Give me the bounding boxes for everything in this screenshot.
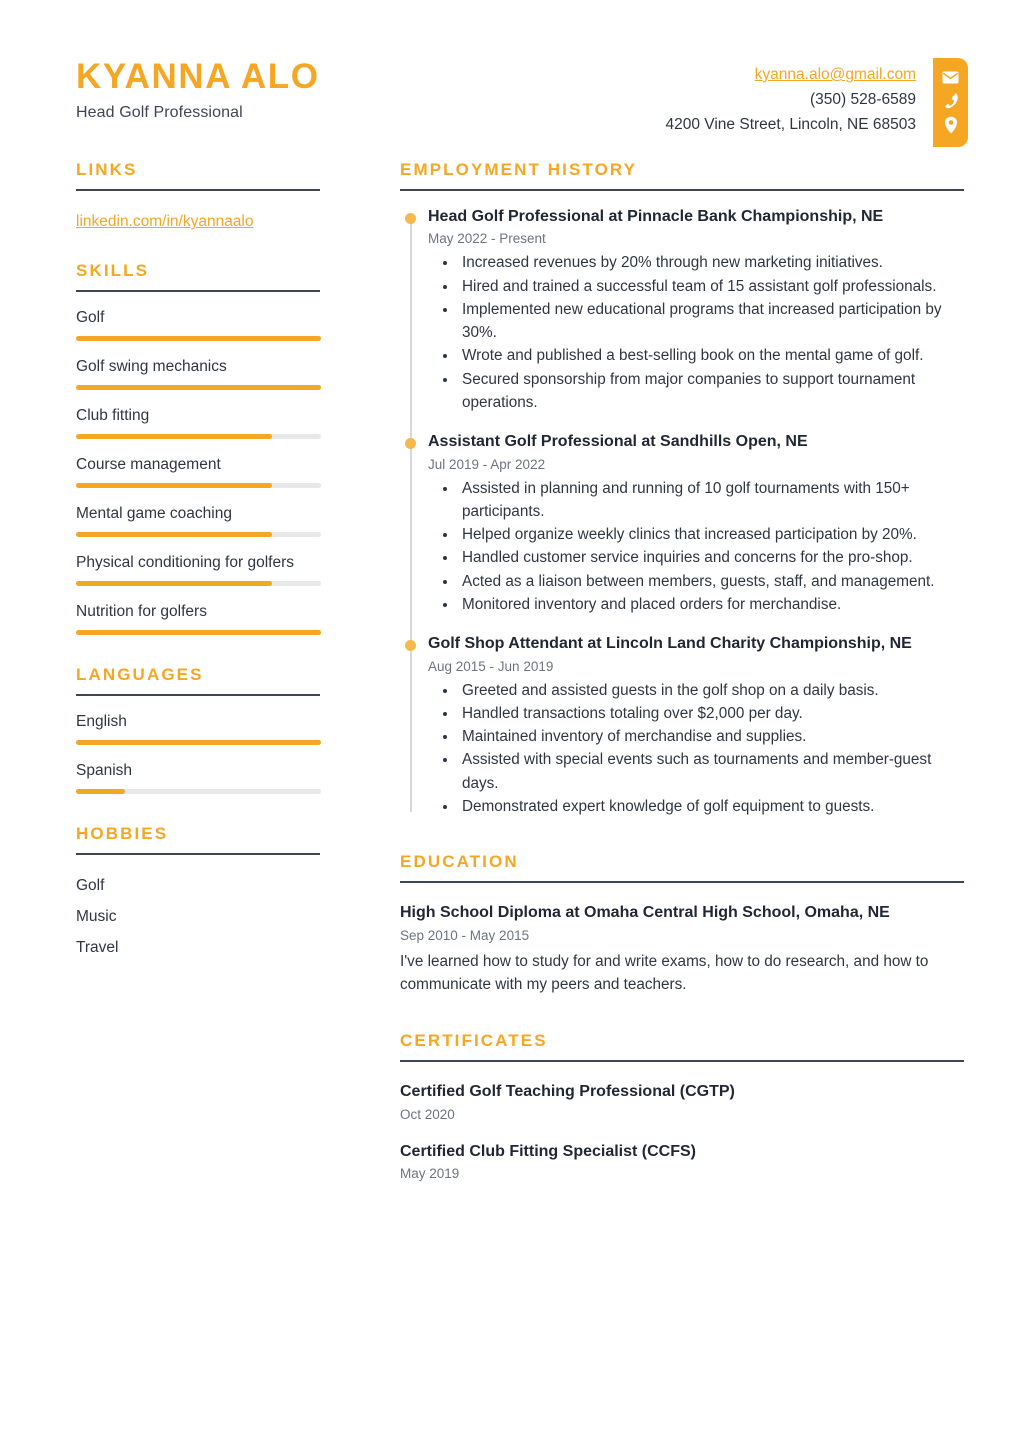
candidate-name: KYANNA ALO	[76, 57, 320, 96]
skill-item	[76, 309, 320, 341]
section-divider	[76, 694, 320, 696]
section-hobbies	[76, 824, 320, 957]
skill-item	[76, 505, 320, 537]
certificate-heading: Certified Golf Teaching Professional (CGTP)	[400, 1082, 735, 1100]
section-languages	[76, 665, 320, 794]
skill-label: Mental game coaching	[76, 505, 232, 522]
skill-level-track	[76, 483, 321, 488]
job-bullet: • Demonstrated expert knowledge of golf equipment to guests.	[458, 795, 964, 818]
certificate-entry	[400, 1082, 964, 1122]
skill-level-track	[76, 434, 321, 439]
sidebar-column	[76, 160, 348, 1181]
employment-entry	[428, 432, 964, 616]
section-title-employment: EMPLOYMENT HISTORY	[400, 160, 638, 179]
job-bullet-list	[428, 251, 964, 414]
section-title-education: EDUCATION	[400, 852, 519, 872]
job-bullet: • Handled transactions totaling over $2,000 per day.	[458, 702, 964, 725]
hobby-item: Travel	[76, 939, 119, 956]
section-title-links: LINKS	[76, 160, 138, 179]
skill-level-track	[76, 336, 321, 341]
certificate-date: Oct 2020	[400, 1106, 455, 1122]
section-divider	[76, 189, 320, 191]
skill-label: Golf	[76, 309, 105, 326]
job-bullet: • Greeted and assisted guests in the golf shop on a daily basis.	[458, 679, 964, 702]
job-bullet: • Assisted with special events such as tournaments and member-guest days.	[458, 748, 964, 795]
contact-icon-tab	[933, 58, 968, 147]
certificate-heading: Certified Club Fitting Specialist (CCFS)	[400, 1142, 697, 1160]
job-title-heading: Golf Shop Attendant at Lincoln Land Charity Championship, NE	[428, 635, 912, 653]
skill-item	[76, 358, 320, 390]
job-bullet: • Acted as a liaison between members, guests, staff, and management.	[458, 570, 964, 593]
job-bullet-list	[428, 679, 964, 819]
skill-label: Course management	[76, 456, 221, 473]
resume-header	[0, 0, 1024, 160]
language-item	[76, 762, 320, 794]
job-date-range: Aug 2015 - Jun 2019	[428, 658, 554, 674]
section-title-certificates: CERTIFICATES	[400, 1030, 548, 1050]
job-bullet: • Assisted in planning and running of 10 golf tournaments with 150+ participants.	[458, 477, 964, 524]
skill-item	[76, 603, 320, 635]
contact-details	[666, 62, 916, 137]
job-date-range: May 2022 - Present	[428, 231, 546, 247]
timeline-dot-icon	[405, 213, 416, 224]
job-bullet: • Handled customer service inquiries and concerns for the pro-shop.	[458, 546, 964, 569]
skill-level-track	[76, 385, 321, 390]
timeline-dot-icon	[405, 640, 416, 651]
contact-phone: (350) 528-6589	[810, 91, 916, 109]
contact-email[interactable]: kyanna.alo@gmail.com	[754, 66, 916, 83]
job-bullet: • Monitored inventory and placed orders for merchandise.	[458, 593, 964, 616]
skill-level-fill	[76, 581, 272, 586]
language-item	[76, 713, 320, 745]
section-employment-history	[400, 160, 964, 818]
job-bullet: • Hired and trained a successful team of 15 assistant golf professionals.	[458, 275, 964, 298]
skill-level-fill	[76, 336, 321, 341]
job-bullet: • Secured sponsorship from major companies to support tournament operations.	[458, 368, 964, 415]
skill-level-track	[76, 532, 321, 537]
job-bullet: • Helped organize weekly clinics that increased participation by 20%.	[458, 523, 964, 546]
language-level-track	[76, 789, 321, 794]
skill-level-fill	[76, 434, 272, 439]
section-divider	[76, 853, 320, 855]
section-title-hobbies: HOBBIES	[76, 824, 169, 843]
skill-item	[76, 407, 320, 439]
section-title-skills: SKILLS	[76, 261, 150, 280]
certificate-date: May 2019	[400, 1166, 460, 1182]
hobby-item: Music	[76, 908, 117, 925]
main-column	[348, 160, 964, 1181]
skill-level-track	[76, 581, 321, 586]
skill-label: Physical conditioning for golfers	[76, 554, 294, 571]
skill-level-track	[76, 630, 321, 635]
job-bullet: • Increased revenues by 20% through new marketing initiatives.	[458, 251, 964, 274]
job-bullet: • Implemented new educational programs that increased participation by 30%.	[458, 298, 964, 345]
employment-entry	[428, 634, 964, 818]
section-divider	[76, 290, 320, 292]
language-label: English	[76, 713, 127, 730]
section-certificates	[400, 1031, 964, 1182]
resume-body	[0, 160, 1024, 1181]
language-level-track	[76, 740, 321, 745]
contact-address: 4200 Vine Street, Lincoln, NE 68503	[665, 116, 916, 134]
section-divider	[400, 189, 964, 191]
education-entry	[400, 903, 964, 997]
skill-item	[76, 554, 320, 586]
skill-label: Nutrition for golfers	[76, 603, 207, 620]
job-bullet: • Maintained inventory of merchandise and supplies.	[458, 725, 964, 748]
skill-level-fill	[76, 483, 272, 488]
skill-level-fill	[76, 532, 272, 537]
employment-timeline	[400, 207, 964, 818]
envelope-icon	[942, 71, 959, 84]
skill-level-fill	[76, 630, 321, 635]
certificate-entry	[400, 1142, 964, 1182]
job-date-range: Jul 2019 - Apr 2022	[428, 456, 546, 472]
identity-block	[76, 58, 320, 122]
link-linkedin[interactable]: linkedin.com/in/kyannaalo	[76, 213, 254, 230]
skill-label: Golf swing mechanics	[76, 358, 227, 375]
skill-label: Club fitting	[76, 407, 150, 424]
section-divider	[400, 1060, 964, 1062]
section-education	[400, 852, 964, 997]
section-links	[76, 160, 320, 231]
education-description: I've learned how to study for and write exams, how to do research, and how to communicate with my peers and teachers.	[400, 952, 929, 993]
location-pin-icon	[944, 116, 958, 134]
language-level-fill	[76, 789, 125, 794]
job-bullet: • Wrote and published a best-selling book on the mental game of golf.	[458, 344, 964, 367]
job-bullet-list	[428, 477, 964, 617]
education-date-range: Sep 2010 - May 2015	[400, 927, 530, 943]
employment-entry	[428, 207, 964, 414]
hobby-item: Golf	[76, 877, 105, 894]
phone-icon	[943, 92, 959, 109]
skill-level-fill	[76, 385, 321, 390]
job-title-heading: Head Golf Professional at Pinnacle Bank Championship, NE	[428, 208, 884, 225]
skill-item	[76, 456, 320, 488]
section-title-languages: LANGUAGES	[76, 665, 204, 684]
job-title-heading: Assistant Golf Professional at Sandhills Open, NE	[428, 433, 808, 451]
education-heading: High School Diploma at Omaha Central High School, Omaha, NE	[400, 904, 890, 922]
language-level-fill	[76, 740, 321, 745]
language-label: Spanish	[76, 762, 133, 779]
section-divider	[400, 881, 964, 883]
timeline-dot-icon	[405, 438, 416, 449]
candidate-job-title: Head Golf Professional	[76, 103, 243, 121]
section-skills	[76, 261, 320, 635]
